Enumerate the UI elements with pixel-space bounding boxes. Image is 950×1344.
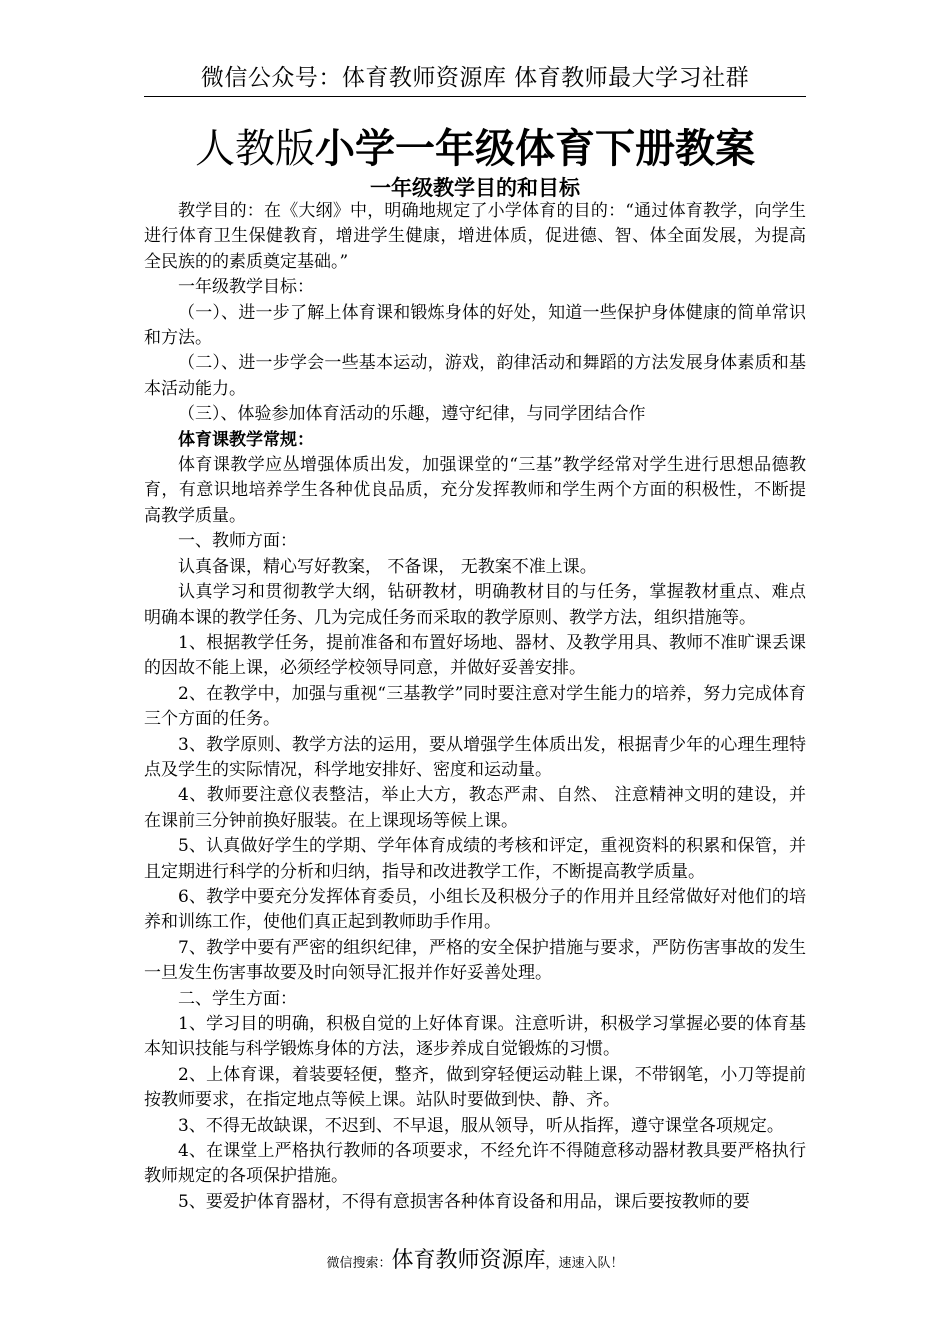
paragraph-teacher-5: 5、认真做好学生的学期、学年体育成绩的考核和评定，重视资料的积累和保管，并且定期进行科学的分析和归纳，指导和改进教学工作，不断提高教学质量。 — [144, 836, 806, 882]
paragraph-teacher-1: 1、根据教学任务，提前准备和布置好场地、器材、及教学用具、教师不准旷课丢课的因故不能上课，必须经学校领导同意，并做好妥善安排。 — [144, 632, 806, 679]
paragraph-student-1: 1、学习目的明确，积极自觉的上好体育课。注意听讲，积极学习掌握必要的体育基本知识技能与科学锻炼身体的方法，逐步养成自觉锻炼的习惯。 — [144, 1014, 806, 1060]
paragraph-goal-1: （一）、进一步了解上体育课和锻炼身体的好处，知道一些保护身体健康的简单常识和方法。 — [144, 302, 806, 349]
footer-prefix: 微信搜索： — [326, 1256, 392, 1271]
paragraph-teacher-7: 7、教学中要有严密的组织纪律，严格的安全保护措施与要求，严防伤害事故的发生一旦发生伤害事故要及时向领导汇报并作好妥善处理。 — [144, 937, 806, 984]
paragraph-routine-heading: 体育课教学常规： — [178, 429, 314, 450]
paragraph-teacher-2: 2、在教学中，加强与重视“三基教学”同时要注意对学生能力的培养，努力完成体育三个方面的任务。 — [144, 683, 806, 730]
paragraph-student-3: 3、不得无故缺课，不迟到、不早退，服从领导，听从指挥，遵守课堂各项规定。 — [178, 1115, 784, 1136]
paragraph-teacher-prep: 认真备课，精心写好教案， 不备课， 无教案不准上课。 — [178, 556, 597, 577]
paragraph-teacher-heading: 一、教师方面： — [178, 531, 297, 552]
paragraph-teacher-study: 认真学习和贯彻教学大纲，钻研教材，明确教材目的与任务，掌握教材重点、难点明确本课的教学任务、几为完成任务而采取的教学原则、教学方法，组织措施等。 — [144, 582, 806, 628]
paragraph-student-heading: 二、学生方面： — [178, 988, 297, 1009]
document-body — [144, 199, 806, 1215]
paragraph-teacher-4: 4、教师要注意仪表整洁，举止大方，教态严肃、自然、 注意精神文明的建设，并在课前三分钟前换好服装。在上课现场等候上课。 — [144, 785, 806, 831]
paragraph-goal-3: （三）、体验参加体育活动的乐趣，遵守纪律，与同学团结合作 — [178, 404, 646, 425]
document-title — [144, 122, 806, 176]
paragraph-student-5: 5、要爱护体育器材，不得有意损害各种体育设备和用品，课后要按教师的要 — [178, 1191, 750, 1212]
paragraph-student-2: 2、上体育课，着装要轻便，整齐，做到穿轻便运动鞋上课，不带钢笔，小刀等提前按教师要求，在指定地点等候上课。站队时要做到快、静、齐。 — [144, 1064, 806, 1111]
title-prefix: 人教版 — [195, 126, 315, 172]
paragraph-purpose: 教学目的：在《大纲》中，明确地规定了小学体育的目的：“通过体育教学，向学生进行体育卫生保健教育，增进学生健康，增进体质，促进德、智、体全面发展，为提高全民族的的素质奠定基础。” — [144, 201, 806, 272]
title-main: 小学一年级体育下册教案 — [315, 126, 755, 172]
paragraph-teacher-3: 3、教学原则、教学方法的运用，要从增强学生体质出发，根据青少年的心理生理特点及学生的实际情况，科学地安排好、密度和运动量。 — [144, 734, 806, 780]
footer-name: 体育教师资源库 — [391, 1248, 546, 1273]
paragraph-student-4: 4、在课堂上严格执行教师的各项要求，不经允许不得随意移动器材教具要严格执行教师规定的各项保护措施。 — [144, 1141, 806, 1187]
paragraph-goals-heading: 一年级教学目标： — [178, 277, 314, 298]
paragraph-teacher-6: 6、教学中要充分发挥体育委员，小组长及积极分子的作用并且经常做好对他们的培养和训练工作，使他们真正起到教师助手作用。 — [144, 886, 806, 933]
paragraph-goal-2: （二）、进一步学会一些基本运动，游戏，韵律活动和舞蹈的方法发展身体素质和基本活动能力。 — [144, 353, 806, 399]
page-footer — [144, 1243, 806, 1274]
page-header: 微信公众号：体育教师资源库 体育教师最大学习社群 — [144, 62, 806, 97]
section-subtitle: 一年级教学目的和目标 — [370, 176, 580, 200]
paragraph-routine-intro: 体育课教学应丛增强体质出发，加强课堂的“三基”教学经常对学生进行思想品德教育，有意识地培养学生各种优良品质，充分发挥教师和学生两个方面的积极性，不断提高教学质量。 — [144, 455, 806, 526]
footer-suffix: ，速速入队！ — [545, 1256, 624, 1271]
